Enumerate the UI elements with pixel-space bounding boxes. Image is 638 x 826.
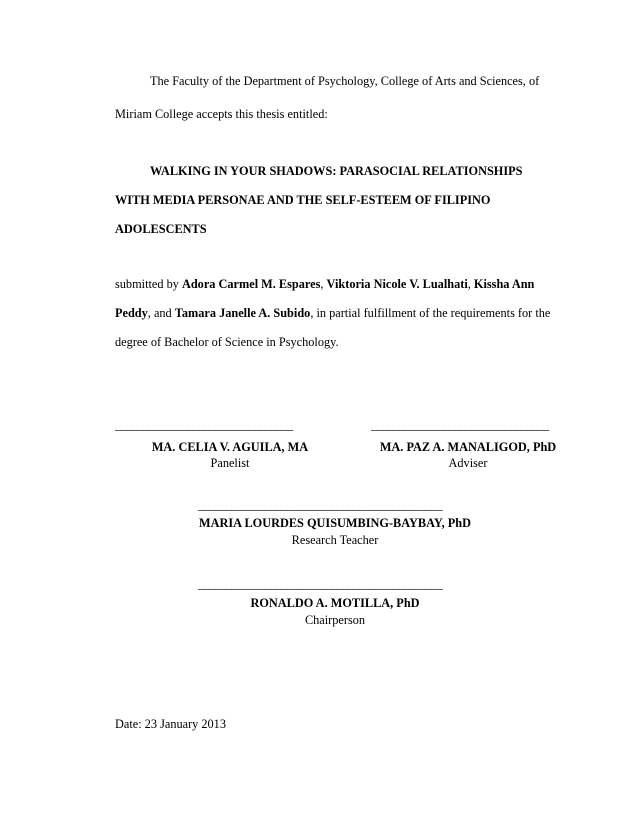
submission-line-2 [115, 306, 550, 320]
author-lualhati: Viktoria Nicole V. Lualhati [326, 277, 468, 291]
submission-separator: , and [147, 306, 175, 320]
submission-suffix: , in partial fulfillment of the requirements for the [310, 306, 551, 320]
intro-line-1: The Faculty of the Department of Psychology, College of Arts and Sciences, of [150, 74, 540, 88]
author-peddy-last: Peddy [115, 306, 148, 320]
submission-line-1 [115, 277, 534, 291]
panelist-role: Panelist [210, 456, 250, 470]
intro-line-2: Miriam College accepts this thesis entitled: [115, 107, 328, 121]
submission-separator: , [467, 277, 474, 291]
panelist-name: MA. CELIA V. AGUILA, MA [151, 440, 309, 454]
submission-prefix: submitted by [115, 277, 182, 291]
author-peddy-first: Kissha Ann [473, 277, 535, 291]
thesis-title-line-1: WALKING IN YOUR SHADOWS: PARASOCIAL RELATIONSHIPS [150, 164, 523, 178]
author-espares: Adora Carmel M. Espares [181, 277, 321, 291]
signature-line-chairperson: ____________________________________________ [198, 577, 443, 591]
research-teacher-role: Research Teacher [291, 533, 379, 547]
chairperson-role: Chairperson [304, 613, 366, 627]
signature-line-adviser: ________________________________ [371, 418, 549, 432]
adviser-role: Adviser [448, 456, 488, 470]
research-teacher-name: MARIA LOURDES QUISUMBING-BAYBAY, PhD [199, 516, 471, 530]
approval-date: Date: 23 January 2013 [115, 717, 226, 731]
chairperson-name: RONALDO A. MOTILLA, PhD [250, 596, 420, 610]
signature-line-research-teacher: ____________________________________________ [198, 498, 443, 512]
author-subido: Tamara Janelle A. Subido [174, 306, 311, 320]
thesis-title-line-2: WITH MEDIA PERSONAE AND THE SELF-ESTEEM OF FILIPINO [115, 193, 491, 207]
thesis-title-line-3: ADOLESCENTS [115, 222, 207, 236]
signature-line-panelist: ________________________________ [115, 418, 293, 432]
adviser-name: MA. PAZ A. MANALIGOD, PhD [379, 440, 557, 454]
submission-line-3: degree of Bachelor of Science in Psychology. [115, 335, 339, 349]
submission-separator: , [320, 277, 327, 291]
